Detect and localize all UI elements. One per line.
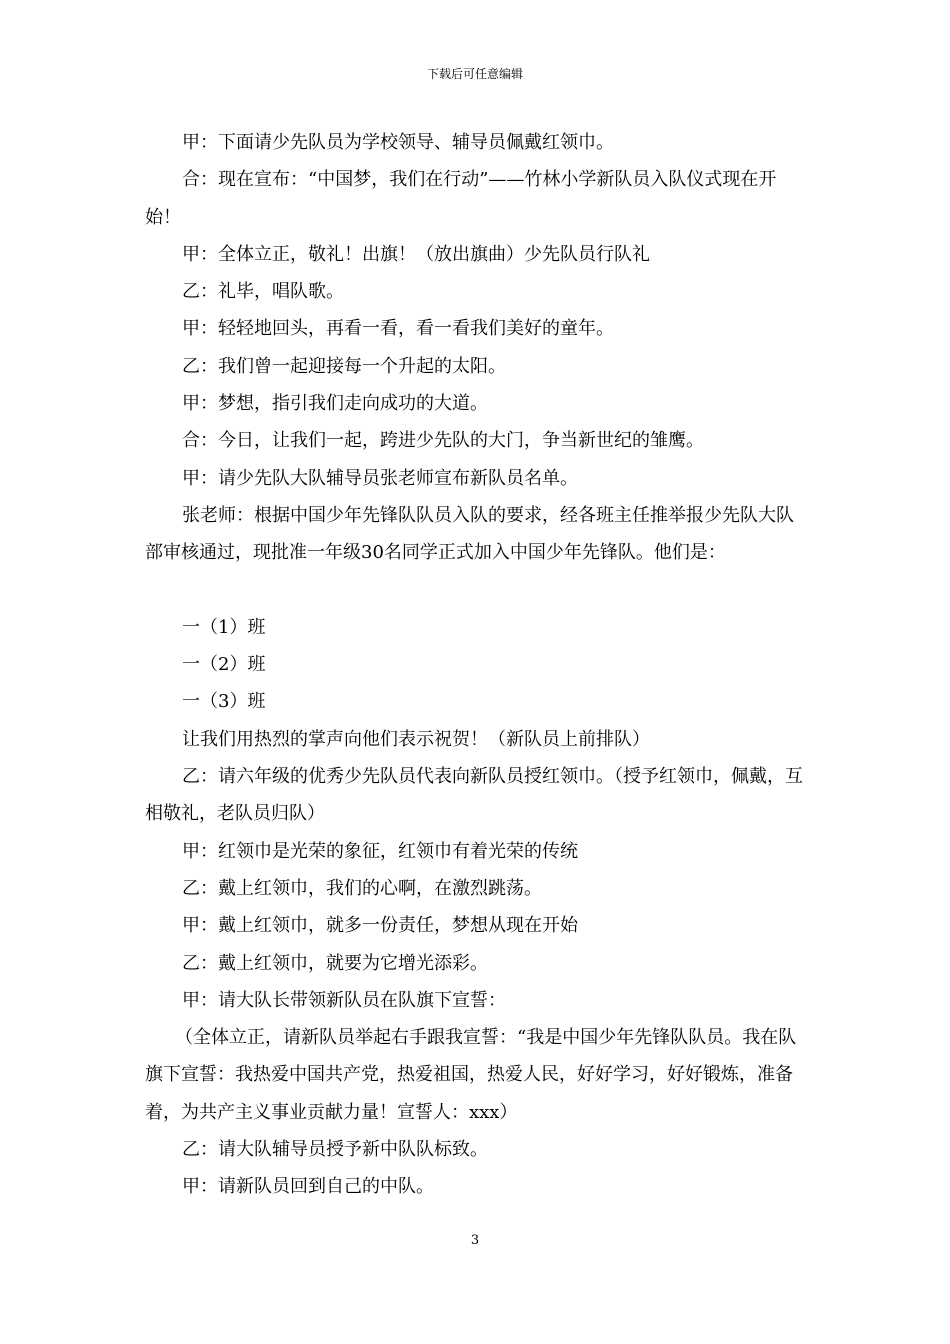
paragraph: 乙：我们曾一起迎接每一个升起的太阳。 bbox=[182, 355, 506, 377]
paragraph: 甲：梦想，指引我们走向成功的大道。 bbox=[182, 393, 488, 415]
paragraph: 甲：请少先队大队辅导员张老师宣布新队员名单。 bbox=[182, 467, 578, 489]
blank-line bbox=[145, 572, 809, 609]
paragraph: 甲：请新队员回到自己的中队。 bbox=[182, 1176, 434, 1198]
paragraph: 合：现在宣布：“中国梦，我们在行动”——竹林小学新队员入队仪式现在开始！ bbox=[145, 169, 777, 228]
paragraph: 甲：红领巾是光荣的象征，红领巾有着光荣的传统 bbox=[182, 840, 578, 862]
document-body bbox=[145, 124, 809, 1206]
paragraph: 甲：请大队长带领新队员在队旗下宣誓： bbox=[182, 989, 506, 1011]
paragraph: 乙：请六年级的优秀少先队员代表向新队员授红领巾。（授予红领巾，佩戴，互相敬礼，老队员归队） bbox=[145, 766, 803, 825]
paragraph: 让我们用热烈的掌声向他们表示祝贺！（新队员上前排队） bbox=[182, 728, 650, 750]
class-list-item: 一（1）班 bbox=[182, 616, 266, 638]
page-number: 3 bbox=[470, 1233, 480, 1248]
paragraph: 乙：请大队辅导员授予新中队队标致。 bbox=[182, 1139, 488, 1161]
class-list-item: 一（3）班 bbox=[182, 691, 266, 713]
paragraph: 乙：戴上红领巾，就要为它增光添彩。 bbox=[182, 952, 488, 974]
paragraph: 乙：礼毕，唱队歌。 bbox=[182, 281, 344, 303]
paragraph: 甲：下面请少先队员为学校领导、辅导员佩戴红领巾。 bbox=[182, 132, 614, 153]
page-header: 下载后可任意编辑 bbox=[426, 67, 523, 81]
class-list-item: 一（2）班 bbox=[182, 654, 266, 676]
paragraph: 甲：戴上红领巾，就多一份责任，梦想从现在开始 bbox=[182, 915, 578, 937]
paragraph: 乙：戴上红领巾，我们的心啊，在激烈跳荡。 bbox=[182, 877, 542, 899]
paragraph: 张老师：根据中国少年先锋队队员入队的要求，经各班主任推举报少先队大队部审核通过，现批准一年级30名同学正式加入中国少年先锋队。他们是： bbox=[145, 504, 794, 564]
paragraph: 甲：轻轻地回头，再看一看，看一看我们美好的童年。 bbox=[182, 318, 614, 340]
oath-paragraph: （全体立正，请新队员举起右手跟我宣誓：“我是中国少年先锋队队员。我在队旗下宣誓：我热爱中国共产党，热爱祖国，热爱人民，好好学习，好好锻炼，准备着，为共产主义事业贡献力量！宣誓人：xxx） bbox=[145, 1027, 797, 1123]
paragraph: 合：今日，让我们一起，跨进少先队的大门，争当新世纪的雏鹰。 bbox=[182, 430, 704, 452]
paragraph: 甲：全体立正，敬礼！出旗！（放出旗曲）少先队员行队礼 bbox=[182, 243, 650, 265]
